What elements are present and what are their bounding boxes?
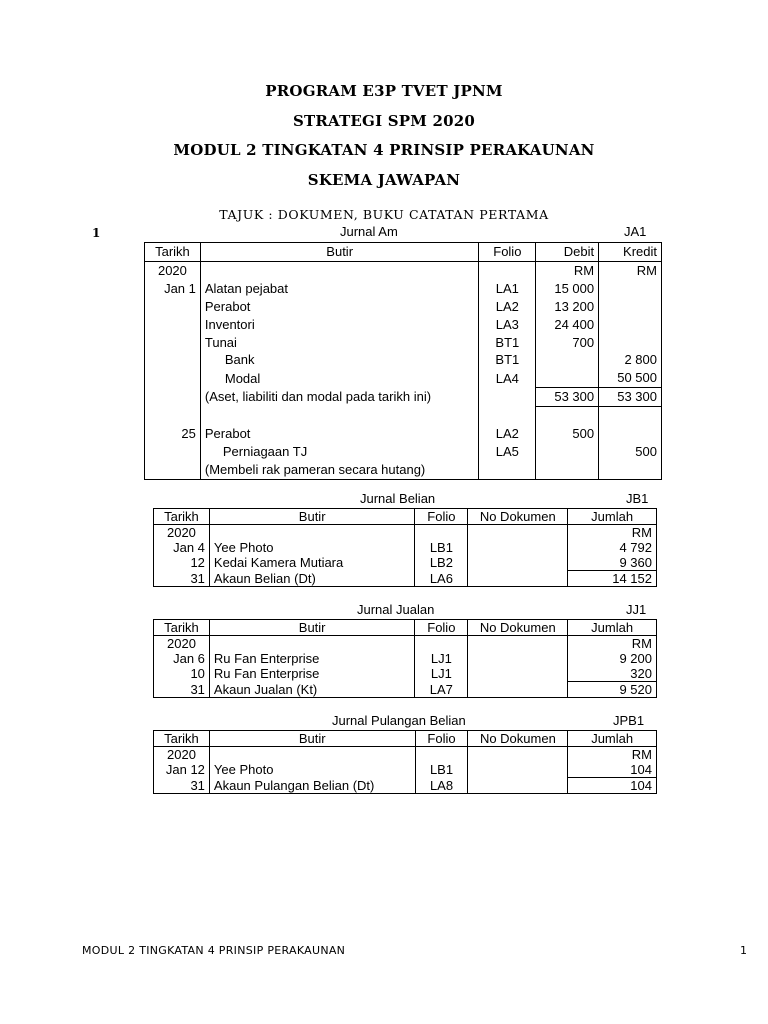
cell-kredit (599, 407, 662, 425)
cell-kredit: 2 800 (599, 351, 662, 369)
cell-tarikh: Jan 4 (154, 540, 210, 555)
table-row (154, 651, 657, 666)
col-header: Tarikh (154, 731, 210, 747)
jurnal-pulangan-belian-title: Jurnal Pulangan Belian (332, 713, 466, 728)
col-header: Butir (209, 620, 414, 636)
cell-dokumen (468, 682, 568, 698)
cell-butir: Tunai (200, 334, 479, 352)
cell-folio (479, 388, 536, 407)
cell-butir: (Membeli rak pameran secara hutang) (200, 461, 479, 479)
col-header: Debit (536, 243, 599, 262)
table-header-row (154, 731, 657, 747)
jurnal-belian-table (153, 508, 657, 587)
cell-debit (536, 351, 599, 369)
col-header: Folio (415, 731, 468, 747)
cell-dokumen (468, 555, 568, 571)
cell-kredit (599, 316, 662, 334)
jurnal-belian-ref: JB1 (626, 491, 649, 506)
jurnal-am-ref: JA1 (624, 224, 647, 239)
cell-tarikh (145, 388, 201, 407)
cell-folio: LJ1 (415, 666, 468, 682)
cell-folio (415, 636, 468, 652)
cell-folio (415, 525, 468, 541)
cell-tarikh (145, 316, 201, 334)
cell-tarikh: 31 (154, 571, 210, 587)
cell-butir: Ru Fan Enterprise (209, 651, 414, 666)
cell-dokumen (468, 747, 568, 763)
cell-butir (209, 747, 415, 763)
col-header: No Dokumen (468, 509, 568, 525)
cell-folio: LA1 (479, 280, 536, 298)
jurnal-am-table (144, 242, 662, 480)
cell-dokumen (468, 540, 568, 555)
header-line-3: MODUL 2 TINGKATAN 4 PRINSIP PERAKAUNAN (173, 141, 595, 159)
cell-butir (209, 525, 415, 541)
cell-tarikh: Jan 12 (154, 762, 210, 778)
cell-tarikh: Jan 1 (145, 280, 201, 298)
cell-tarikh (145, 369, 201, 387)
cell-butir: (Aset, liabiliti dan modal pada tarikh ini) (200, 388, 479, 407)
col-header: Jumlah (568, 620, 657, 636)
cell-kredit (599, 461, 662, 479)
cell-jumlah: RM (568, 747, 657, 763)
table-row (145, 461, 662, 479)
col-header: Tarikh (145, 243, 201, 262)
cell-butir: Akaun Pulangan Belian (Dt) (209, 778, 415, 794)
cell-tarikh (145, 351, 201, 369)
col-header: Tarikh (154, 509, 210, 525)
table-row (145, 261, 662, 279)
cell-folio (479, 261, 536, 279)
cell-debit: 13 200 (536, 298, 599, 316)
col-header: Jumlah (568, 731, 657, 747)
cell-tarikh (145, 298, 201, 316)
cell-butir: Ru Fan Enterprise (209, 666, 414, 682)
cell-butir: Perabot (200, 425, 479, 443)
table-row (145, 334, 662, 352)
col-header: Tarikh (154, 620, 210, 636)
cell-debit-total: 53 300 (536, 388, 599, 407)
cell-kredit (599, 334, 662, 352)
table-row (154, 555, 657, 571)
cell-folio: LA6 (415, 571, 468, 587)
cell-folio: LA2 (479, 298, 536, 316)
table-row (145, 298, 662, 316)
cell-butir: Bank (200, 351, 479, 369)
cell-dokumen (468, 525, 568, 541)
cell-tarikh: 31 (154, 682, 210, 698)
cell-folio: LB2 (415, 555, 468, 571)
table-row (145, 369, 662, 387)
cell-jumlah: RM (568, 525, 657, 541)
cell-butir: Modal (200, 369, 479, 387)
cell-folio: LA2 (479, 425, 536, 443)
cell-kredit (599, 280, 662, 298)
col-header: No Dokumen (468, 620, 568, 636)
table-row (145, 443, 662, 461)
table-header-row (154, 509, 657, 525)
cell-butir (209, 636, 414, 652)
cell-kredit: RM (599, 261, 662, 279)
table-row (145, 316, 662, 334)
cell-dokumen (468, 666, 568, 682)
col-header: Folio (415, 620, 468, 636)
table-row (154, 747, 657, 763)
footer-text: MODUL 2 TINGKATAN 4 PRINSIP PERAKAUNAN (82, 944, 346, 957)
cell-tarikh (145, 443, 201, 461)
cell-tarikh: 25 (145, 425, 201, 443)
cell-jumlah: 9 360 (568, 555, 657, 571)
table-row (154, 762, 657, 778)
header-line-4: SKEMA JAWAPAN (307, 171, 461, 189)
cell-butir: Alatan pejabat (200, 280, 479, 298)
cell-jumlah-total: 14 152 (568, 571, 657, 587)
cell-tarikh: 12 (154, 555, 210, 571)
cell-butir: Kedai Kamera Mutiara (209, 555, 415, 571)
cell-debit (536, 461, 599, 479)
topic-title: TAJUK : DOKUMEN, BUKU CATATAN PERTAMA (219, 207, 549, 222)
table-header-row (154, 620, 657, 636)
table-row (145, 351, 662, 369)
table-row (154, 636, 657, 652)
table-row (154, 525, 657, 541)
question-number: 1 (92, 226, 101, 240)
jurnal-jualan-title: Jurnal Jualan (357, 602, 435, 617)
cell-butir: Yee Photo (209, 762, 415, 778)
jurnal-jualan-ref: JJ1 (626, 602, 647, 617)
table-row (154, 666, 657, 682)
cell-debit: 24 400 (536, 316, 599, 334)
cell-dokumen (468, 778, 568, 794)
table-row (145, 388, 662, 407)
cell-tarikh (145, 461, 201, 479)
cell-kredit-total: 53 300 (599, 388, 662, 407)
cell-folio: LA7 (415, 682, 468, 698)
cell-tarikh: Jan 6 (154, 651, 210, 666)
page-number: 1 (740, 944, 748, 957)
cell-tarikh: 2020 (154, 747, 210, 763)
col-header: Jumlah (568, 509, 657, 525)
cell-jumlah: 4 792 (568, 540, 657, 555)
col-header: Butir (209, 509, 415, 525)
col-header: Folio (415, 509, 468, 525)
cell-folio: LB1 (415, 762, 468, 778)
cell-folio (479, 407, 536, 425)
cell-kredit: 500 (599, 443, 662, 461)
cell-butir: Inventori (200, 316, 479, 334)
cell-folio: BT1 (479, 351, 536, 369)
cell-tarikh: 10 (154, 666, 210, 682)
cell-jumlah: RM (568, 636, 657, 652)
table-row (154, 540, 657, 555)
cell-folio: LJ1 (415, 651, 468, 666)
cell-butir: Perabot (200, 298, 479, 316)
col-header: No Dokumen (468, 731, 568, 747)
cell-debit: 700 (536, 334, 599, 352)
cell-butir: Akaun Jualan (Kt) (209, 682, 414, 698)
jurnal-belian-title: Jurnal Belian (360, 491, 436, 506)
cell-jumlah: 104 (568, 762, 657, 778)
cell-folio: LA4 (479, 369, 536, 387)
cell-kredit: 50 500 (599, 369, 662, 387)
header-line-2: STRATEGI SPM 2020 (292, 112, 475, 130)
col-header: Butir (200, 243, 479, 262)
cell-butir (200, 407, 479, 425)
cell-folio (415, 747, 468, 763)
cell-debit: RM (536, 261, 599, 279)
table-row (154, 682, 657, 698)
cell-jumlah: 9 200 (568, 651, 657, 666)
table-row (154, 571, 657, 587)
cell-debit (536, 369, 599, 387)
cell-butir (200, 261, 479, 279)
cell-butir: Akaun Belian (Dt) (209, 571, 415, 587)
table-row (145, 280, 662, 298)
cell-tarikh (145, 334, 201, 352)
cell-debit: 15 000 (536, 280, 599, 298)
jurnal-pulangan-belian-ref: JPB1 (613, 713, 645, 728)
col-header: Folio (479, 243, 536, 262)
cell-folio: LB1 (415, 540, 468, 555)
cell-dokumen (468, 762, 568, 778)
cell-dokumen (468, 571, 568, 587)
cell-folio (479, 461, 536, 479)
cell-folio: BT1 (479, 334, 536, 352)
cell-jumlah-total: 104 (568, 778, 657, 794)
cell-tarikh: 2020 (154, 636, 210, 652)
cell-debit (536, 443, 599, 461)
cell-jumlah: 320 (568, 666, 657, 682)
cell-tarikh: 2020 (145, 261, 201, 279)
cell-tarikh (145, 407, 201, 425)
cell-debit: 500 (536, 425, 599, 443)
table-header-row (145, 243, 662, 262)
table-row (154, 778, 657, 794)
jurnal-jualan-table (153, 619, 657, 698)
cell-butir: Perniagaan TJ (200, 443, 479, 461)
cell-debit (536, 407, 599, 425)
cell-folio: LA8 (415, 778, 468, 794)
cell-tarikh: 2020 (154, 525, 210, 541)
table-row (145, 425, 662, 443)
cell-folio: LA3 (479, 316, 536, 334)
cell-dokumen (468, 651, 568, 666)
jurnal-pulangan-belian-table (153, 730, 657, 794)
jurnal-am-title: Jurnal Am (340, 224, 398, 239)
cell-folio: LA5 (479, 443, 536, 461)
cell-tarikh: 31 (154, 778, 210, 794)
cell-jumlah-total: 9 520 (568, 682, 657, 698)
col-header: Butir (209, 731, 415, 747)
header-line-1: PROGRAM E3P TVET JPNM (265, 82, 503, 100)
cell-kredit (599, 298, 662, 316)
table-row (145, 407, 662, 425)
cell-dokumen (468, 636, 568, 652)
cell-butir: Yee Photo (209, 540, 415, 555)
col-header: Kredit (599, 243, 662, 262)
cell-kredit (599, 425, 662, 443)
